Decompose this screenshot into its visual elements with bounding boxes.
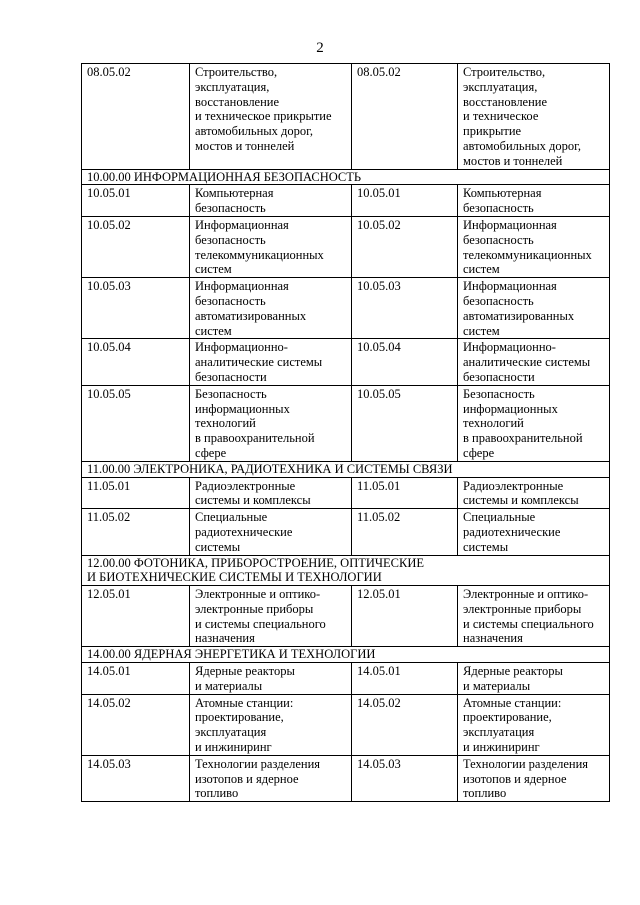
new-code-cell: 10.05.03: [352, 278, 458, 339]
old-code-cell: 10.05.01: [82, 185, 190, 217]
new-code-cell: 10.05.01: [352, 185, 458, 217]
old-code-cell: 10.05.02: [82, 216, 190, 277]
specialties-table: [81, 63, 610, 802]
old-name-cell: Информационная безопасность телекоммуникационных систем: [190, 216, 352, 277]
section-row: [82, 555, 610, 586]
new-name-cell: Компьютерная безопасность: [458, 185, 610, 217]
new-name-cell: Безопасность информационных технологий в правоохранительной сфере: [458, 385, 610, 461]
old-name-cell: Электронные и оптико- электронные приборы и системы специального назначения: [190, 586, 352, 647]
new-name-cell: Информационная безопасность автоматизированных систем: [458, 278, 610, 339]
section-row: [82, 647, 610, 663]
old-name-cell: Технологии разделения изотопов и ядерное топливо: [190, 755, 352, 801]
old-name-cell: Компьютерная безопасность: [190, 185, 352, 217]
old-name-cell: Безопасность информационных технологий в правоохранительной сфере: [190, 385, 352, 461]
old-code-cell: 10.05.04: [82, 339, 190, 385]
new-code-cell: 12.05.01: [352, 586, 458, 647]
old-name-cell: Информационно- аналитические системы безопасности: [190, 339, 352, 385]
table-row: [82, 64, 610, 170]
new-name-cell: Радиоэлектронные системы и комплексы: [458, 477, 610, 509]
new-code-cell: 14.05.03: [352, 755, 458, 801]
table-row: [82, 694, 610, 755]
old-name-cell: Радиоэлектронные системы и комплексы: [190, 477, 352, 509]
section-row: [82, 461, 610, 477]
section-row: [82, 169, 610, 185]
old-code-cell: 11.05.01: [82, 477, 190, 509]
section-heading: 12.00.00 ФОТОНИКА, ПРИБОРОСТРОЕНИЕ, ОПТИЧЕСКИЕ И БИОТЕХНИЧЕСКИЕ СИСТЕМЫ И ТЕХНОЛОГИИ: [82, 555, 610, 586]
old-code-cell: 14.05.01: [82, 663, 190, 695]
new-name-cell: Атомные станции: проектирование, эксплуатация и инжиниринг: [458, 694, 610, 755]
new-code-cell: 10.05.05: [352, 385, 458, 461]
new-name-cell: Технологии разделения изотопов и ядерное топливо: [458, 755, 610, 801]
old-name-cell: Строительство, эксплуатация, восстановление и техническое прикрытие автомобильных дорог, мостов и тоннелей: [190, 64, 352, 170]
old-code-cell: 10.05.05: [82, 385, 190, 461]
new-code-cell: 11.05.02: [352, 509, 458, 555]
table-body: [82, 64, 610, 802]
table-row: [82, 216, 610, 277]
new-name-cell: Информационно- аналитические системы безопасности: [458, 339, 610, 385]
table-row: [82, 185, 610, 217]
table-row: [82, 385, 610, 461]
old-name-cell: Информационная безопасность автоматизированных систем: [190, 278, 352, 339]
new-code-cell: 10.05.04: [352, 339, 458, 385]
table-row: [82, 755, 610, 801]
old-name-cell: Атомные станции: проектирование, эксплуатация и инжиниринг: [190, 694, 352, 755]
new-name-cell: Информационная безопасность телекоммуникационных систем: [458, 216, 610, 277]
table-row: [82, 339, 610, 385]
old-code-cell: 10.05.03: [82, 278, 190, 339]
new-code-cell: 10.05.02: [352, 216, 458, 277]
new-name-cell: Строительство, эксплуатация, восстановление и техническое прикрытие автомобильных дорог, мостов и тоннелей: [458, 64, 610, 170]
old-name-cell: Специальные радиотехнические системы: [190, 509, 352, 555]
old-name-cell: Ядерные реакторы и материалы: [190, 663, 352, 695]
old-code-cell: 11.05.02: [82, 509, 190, 555]
section-heading: 10.00.00 ИНФОРМАЦИОННАЯ БЕЗОПАСНОСТЬ: [82, 169, 610, 185]
new-code-cell: 08.05.02: [352, 64, 458, 170]
new-code-cell: 11.05.01: [352, 477, 458, 509]
old-code-cell: 14.05.02: [82, 694, 190, 755]
new-name-cell: Ядерные реакторы и материалы: [458, 663, 610, 695]
section-heading: 14.00.00 ЯДЕРНАЯ ЭНЕРГЕТИКА И ТЕХНОЛОГИИ: [82, 647, 610, 663]
page-number: 2: [316, 40, 324, 56]
old-code-cell: 08.05.02: [82, 64, 190, 170]
new-name-cell: Специальные радиотехнические системы: [458, 509, 610, 555]
new-name-cell: Электронные и оптико- электронные приборы и системы специального назначения: [458, 586, 610, 647]
old-code-cell: 14.05.03: [82, 755, 190, 801]
table-row: [82, 278, 610, 339]
table-row: [82, 509, 610, 555]
table-row: [82, 586, 610, 647]
section-heading: 11.00.00 ЭЛЕКТРОНИКА, РАДИОТЕХНИКА И СИСТЕМЫ СВЯЗИ: [82, 461, 610, 477]
table-row: [82, 477, 610, 509]
new-code-cell: 14.05.02: [352, 694, 458, 755]
table-row: [82, 663, 610, 695]
new-code-cell: 14.05.01: [352, 663, 458, 695]
old-code-cell: 12.05.01: [82, 586, 190, 647]
